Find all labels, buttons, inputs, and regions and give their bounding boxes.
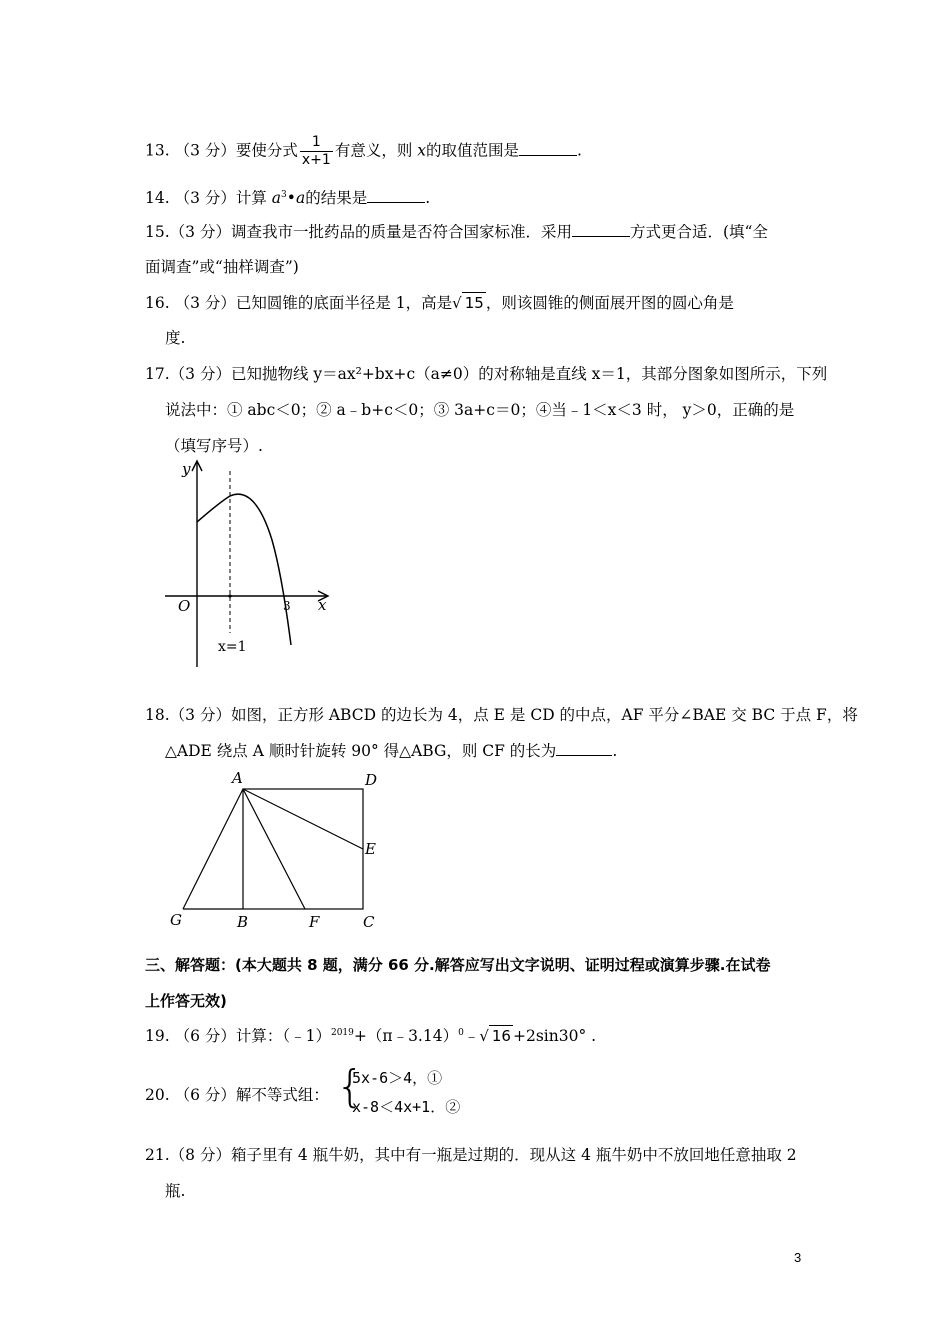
- q14-dot: •: [286, 189, 296, 207]
- q17-line1: 17.（3 分）已知抛物线 y＝ax²+bx+c（a≠0）的对称轴是直线 x＝1，其部分图象如图所示，下列: [145, 365, 828, 383]
- q18-answer-blank[interactable]: [556, 741, 612, 756]
- section-3-heading: [145, 954, 770, 975]
- page-number: 3: [794, 1250, 802, 1265]
- q14-text: 的结果是: [305, 189, 368, 207]
- q17-line3: （填写序号）.: [165, 437, 263, 455]
- question-16-line-2: [165, 326, 185, 348]
- label-g: G: [170, 911, 182, 929]
- q15-answer-blank[interactable]: [572, 222, 630, 237]
- q13-text2: 的取值范围是: [426, 141, 520, 160]
- question-20: [145, 1083, 329, 1105]
- q16-text: ，则该圆锥的侧面展开图的圆心角是: [485, 294, 734, 312]
- q13-fraction: [300, 134, 333, 169]
- q13-end: .: [577, 141, 582, 160]
- question-17-line-3: [165, 434, 263, 456]
- segment-ae: [243, 789, 363, 849]
- tick-3-label: 3: [283, 599, 291, 613]
- q15-line1b: 方式更合适．(填“全: [629, 223, 768, 241]
- q14-factor: a: [295, 189, 306, 207]
- q17-line2: 说法中：① abc＜0；② a﹣b+c＜0；③ 3a+c＝0；④当﹣1＜x＜3 时， y＞0，正确的是: [165, 401, 795, 419]
- q15-line2: 面调查”或“抽样调查”): [145, 258, 299, 276]
- segment-ag: [183, 789, 243, 909]
- q19-radicand: 16: [489, 1025, 513, 1045]
- q20-prefix: 20. （6 分）解不等式组：: [145, 1086, 329, 1104]
- q20-inequality-2: [352, 1096, 460, 1117]
- question-17-line-2: [165, 398, 794, 420]
- section3-line2: 上作答无效): [145, 992, 227, 1010]
- label-d: D: [365, 771, 378, 789]
- question-15-line-2: [145, 255, 299, 277]
- q20-inequality-1: [352, 1067, 442, 1088]
- question-14: [145, 186, 430, 208]
- q21-line2: 瓶.: [165, 1182, 186, 1200]
- square-abcd: [243, 789, 363, 909]
- x-axis-label: x: [318, 596, 327, 614]
- q14-answer-blank[interactable]: [367, 188, 425, 203]
- parabola-curve: [197, 494, 291, 645]
- q19-exp1: 2019: [330, 1027, 354, 1038]
- section-3-heading-2: [145, 990, 227, 1011]
- origin-label: O: [178, 597, 191, 615]
- question-16: [145, 291, 734, 313]
- section3-line1: 三、解答题：(本大题共 8 题，满分 66 分.解答应写出文字说明、证明过程或演算步骤.在试卷: [145, 956, 771, 974]
- label-a: A: [232, 769, 243, 787]
- square-figure: [160, 765, 390, 935]
- label-b: B: [237, 913, 249, 931]
- question-15-line-1: [145, 220, 768, 242]
- q15-line1: 15.（3 分）调查我市一批药品的质量是否符合国家标准．采用: [145, 223, 572, 241]
- q16-radicand: 15: [462, 292, 486, 312]
- q16-line2: 度.: [165, 329, 186, 347]
- question-13: [145, 134, 582, 169]
- question-19: [145, 1024, 596, 1046]
- q13-text: 有意义，则: [334, 141, 418, 160]
- q18-line1: 18.（3 分）如图，正方形 ABCD 的边长为 4，点 E 是 CD 的中点，AF 平分∠BAE 交 BC 于点 F，将: [145, 706, 858, 724]
- point-x1: [228, 594, 231, 597]
- q19-mid: +（π﹣3.14）: [353, 1027, 459, 1045]
- q18-line2: △ADE 绕点 A 顺时针旋转 90° 得△ABG，则 CF 的长为: [165, 742, 557, 760]
- q13-denominator: x+1: [301, 152, 331, 168]
- label-e: E: [365, 840, 376, 858]
- parabola-figure: [160, 455, 340, 670]
- symmetry-label: x=1: [218, 639, 247, 655]
- question-21-line-1: [145, 1143, 797, 1165]
- q13-numerator: 1: [300, 134, 333, 152]
- y-axis-label: y: [182, 460, 191, 478]
- segment-af: [243, 789, 305, 909]
- q19-exp2: 0: [458, 1027, 464, 1038]
- q16-sqrt: √ 15: [452, 294, 484, 312]
- q14-prefix: 14. （3 分）计算: [145, 189, 272, 207]
- question-17-line-1: [145, 362, 827, 384]
- q19-minus: ﹣: [463, 1027, 480, 1045]
- q21-line1: 21.（8 分）箱子里有 4 瓶牛奶，其中有一瓶是过期的．现从这 4 瓶牛奶中不放回地任意抽取 2: [145, 1146, 797, 1164]
- q18-end: .: [612, 742, 618, 760]
- q20-ineq1: 5x-6＞4，①: [352, 1069, 443, 1087]
- q16-prefix: 16. （3 分）已知圆锥的底面半径是 1，高是: [145, 294, 453, 312]
- q20-ineq2: x-8＜4x+1．②: [352, 1098, 461, 1116]
- q14-base: a: [271, 189, 282, 207]
- q19-prefix: 19. （6 分）计算：（﹣1）: [145, 1027, 331, 1045]
- label-c: C: [363, 913, 375, 931]
- question-18-line-2: [165, 739, 617, 761]
- label-f: F: [309, 913, 320, 931]
- q13-prefix: 13. （3 分）要使分式: [145, 141, 298, 160]
- q19-post: +2sin30° .: [512, 1027, 597, 1045]
- q14-end: .: [425, 189, 431, 207]
- system-brace: {: [336, 1061, 364, 1112]
- question-18-line-1: [145, 703, 858, 725]
- q14-exponent: 3: [281, 189, 287, 200]
- q13-answer-blank[interactable]: [519, 141, 577, 156]
- q19-sqrt: √ 16: [479, 1027, 511, 1045]
- question-21-line-2: [165, 1179, 185, 1201]
- q13-variable: x: [417, 141, 426, 160]
